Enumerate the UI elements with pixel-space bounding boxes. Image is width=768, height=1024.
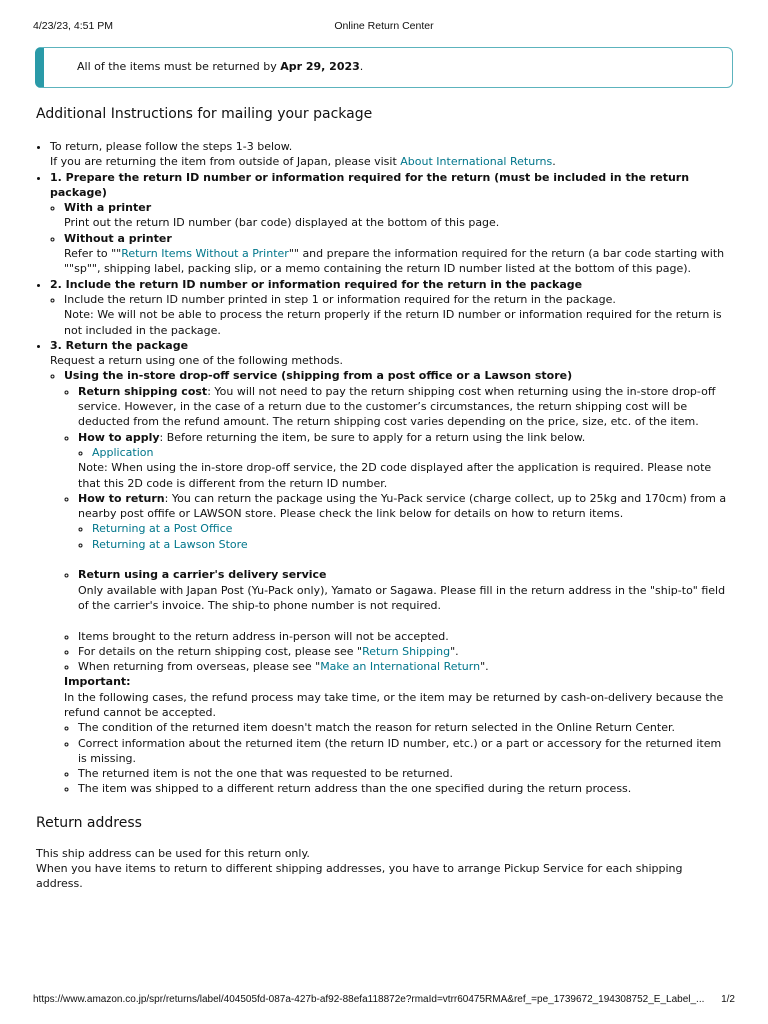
instructions-list <box>36 139 732 797</box>
return-deadline-alert: All of the items must be returned by Apr 29, 2023. <box>35 47 733 88</box>
return-address-text: This ship address can be used for this return only. When you have items to return to different shipping addresses, you have to arrange Pickup Service for each shipping address. <box>36 846 683 891</box>
important-title: Important: <box>64 675 131 689</box>
step-3: • 3. Return the package Request a return using one of the following methods. ◦ Using the in-store drop-off service (shipping from a post office or a Lawson store) ◦ Return shipping cost: You will not need to pay the return shipping cost when returning using the in-store drop-off service. However, in the case of a return due to the customer’s circumstances, the return shipping cost will be deducted from the refund amount. The return shipping cost varies depending on the price, size, etc. of the item. ◦ How to apply: Before returning the item, be sure to apply for a return using the link below. ◦ Application Note: When using the in-store drop-off service, the 2D code displayed after the application is required. Please note that this 2D code is different from the return ID number. ◦ How to return: You can return the package using the Yu-Pack service (charge collect, up to 25kg and 170cm) from a nearby post offife or LAWSON store. Please check the link below for details on how to return items. ◦ Returning at a Post Office ◦ Returning at a Lawson Store ◦ Return using a carrier's delivery service Only available with Japan Post (Yu-Pack only), Yamato or Sagawa. Please fill in the return address in the "ship-to" field of the carrier's invoice. The ship-to phone number is not required. ◦ Items brought to the return address in-person will not be accepted. ◦ For details on the return shipping cost, please see "Return Shipping". ◦ When returning from overseas, please see "Make an International Return". Important: In the following cases, the refund process may take time, or the item may be returned by cash-on-delivery because the refund cannot be accepted. ◦ The condition of the returned item doesn't match the reason for return selected in the Online Return Center. ◦ Correct information about the returned item (the return ID number, etc.) or a part or accessory for the returned item is missing. ◦ The returned item is not the one that was requested to be returned. ◦ The item was shipped to a different return address than the one specified during the return process. <box>50 338 732 797</box>
lawson-store-link[interactable]: Returning at a Lawson Store <box>92 537 248 551</box>
print-date: 4/23/23, 4:51 PM <box>33 20 113 32</box>
list-item <box>92 445 732 460</box>
about-international-returns-link[interactable]: About International Returns <box>400 155 553 169</box>
list-item: • To return, please follow the steps 1-3 below. If you are returning the item from outside of Japan, please visit About International Returns. <box>50 139 732 170</box>
print-url: https://www.amazon.co.jp/spr/returns/label/404505fd-087a-427b-af92-88efa118872e?rmaId=vtrr60475RMA&ref_=pe_1739672_194308752_E_Label_... <box>33 994 705 1005</box>
page-number: 1/2 <box>721 994 735 1005</box>
step-1-title: 1. Prepare the return ID number or information required for the return (must be included in the return package) <box>50 170 690 199</box>
print-title: Online Return Center <box>334 20 434 32</box>
list-item: ◦ With a printer Print out the return ID number (bar code) displayed at the bottom of this page. <box>64 200 732 231</box>
international-return-link[interactable]: Make an International Return <box>320 660 481 674</box>
carrier-option: ◦ Return using a carrier's delivery service Only available with Japan Post (Yu-Pack only), Yamato or Sagawa. Please fill in the return address in the "ship-to" field of the carrier's invoice. The ship-to phone number is not required. <box>78 567 732 628</box>
list-item: ◦ The condition of the returned item doesn't match the reason for return selected in the Online Return Center. <box>78 720 732 735</box>
return-without-printer-link[interactable]: Return Items Without a Printer <box>121 247 289 261</box>
list-item <box>92 537 732 552</box>
list-item: ◦ Include the return ID number printed in step 1 or information required for the return in the package. Note: We will not be able to process the return properly if the return ID number or information required for the return is not included in the package. <box>64 292 732 338</box>
list-item <box>92 521 732 536</box>
list-item: ◦ How to return: You can return the package using the Yu-Pack service (charge collect, up to 25kg and 170cm) from a nearby post offife or LAWSON store. Please check the link below for details on how to return items. ◦ Returning at a Post Office ◦ Returning at a Lawson Store <box>78 491 732 567</box>
list-item: ◦ The item was shipped to a different return address than the one specified during the return process. <box>78 781 732 796</box>
instructions-heading: Additional Instructions for mailing your package <box>36 106 373 122</box>
instore-dropoff-option: ◦ Using the in-store drop-off service (shipping from a post office or a Lawson store) ◦ Return shipping cost: You will not need to pay the return shipping cost when returning using the in-store drop-off service. However, in the case of a return due to the customer’s circumstances, the return shipping cost will be deducted from the refund amount. The return shipping cost varies depending on the price, size, etc. of the item. ◦ How to apply: Before returning the item, be sure to apply for a return using the link below. ◦ Application Note: When using the in-store drop-off service, the 2D code displayed after the application is required. Please note that this 2D code is different from the return ID number. ◦ How to return: You can return the package using the Yu-Pack service (charge collect, up to 25kg and 170cm) from a nearby post offife or LAWSON store. Please check the link below for details on how to return items. ◦ Returning at a Post Office ◦ Returning at a Lawson Store ◦ Return using a carrier's delivery service Only available with Japan Post (Yu-Pack only), Yamato or Sagawa. Please fill in the return address in the "ship-to" field of the carrier's invoice. The ship-to phone number is not required. ◦ Items brought to the return address in-person will not be accepted. ◦ For details on the return shipping cost, please see "Return Shipping". ◦ When returning from overseas, please see "Make an International Return". Important: In the following cases, the refund process may take time, or the item may be returned by cash-on-delivery because the refund cannot be accepted. ◦ The condition of the returned item doesn't match the reason for return selected in the Online Return Center. ◦ Correct information about the returned item (the return ID number, etc.) or a part or accessory for the returned item is missing. ◦ The returned item is not the one that was requested to be returned. ◦ The item was shipped to a different return address than the one specified during the return process. <box>64 368 732 796</box>
step-2 <box>50 277 732 338</box>
list-item: ◦ Items brought to the return address in-person will not be accepted. <box>78 629 732 644</box>
step-3-title: 3. Return the package <box>50 338 189 352</box>
list-item: ◦ Return shipping cost: You will not need to pay the return shipping cost when returning using the in-store drop-off service. However, in the case of a return due to the customer’s circumstances, the return shipping cost will be deducted from the refund amount. The return shipping cost varies depending on the price, size, etc. of the item. <box>78 384 732 430</box>
list-item: ◦ When returning from overseas, please see "Make an International Return". <box>78 659 732 674</box>
post-office-link[interactable]: Returning at a Post Office <box>92 522 233 536</box>
step-2-title: 2. Include the return ID number or information required for the return in the package <box>50 277 583 291</box>
list-item: ◦ For details on the return shipping cost, please see "Return Shipping". <box>78 644 732 659</box>
list-item: ◦ Without a printer Refer to ""Return Items Without a Printer"" and prepare the information required for the return (a bar code starting with ""sp"", shipping label, packing slip, or a memo containing the return ID number listed at the bottom of this page). <box>64 231 732 277</box>
main-content <box>36 105 732 892</box>
application-link[interactable]: Application <box>92 445 154 459</box>
print-footer <box>33 992 735 1006</box>
alert-text: All of the items must be returned by <box>77 60 281 73</box>
return-address-heading: Return address <box>36 814 142 831</box>
step-1 <box>50 170 732 277</box>
list-item: ◦ How to apply: Before returning the item, be sure to apply for a return using the link below. ◦ Application Note: When using the in-store drop-off service, the 2D code displayed after the application is required. Please note that this 2D code is different from the return ID number. <box>78 430 732 491</box>
alert-deadline-date: Apr 29, 2023 <box>280 60 360 73</box>
list-item: ◦ Correct information about the returned item (the return ID number, etc.) or a part or accessory for the returned item is missing. <box>78 736 732 767</box>
list-item: ◦ The returned item is not the one that was requested to be returned. <box>78 766 732 781</box>
print-header <box>33 19 735 33</box>
return-shipping-link[interactable]: Return Shipping <box>362 644 451 658</box>
